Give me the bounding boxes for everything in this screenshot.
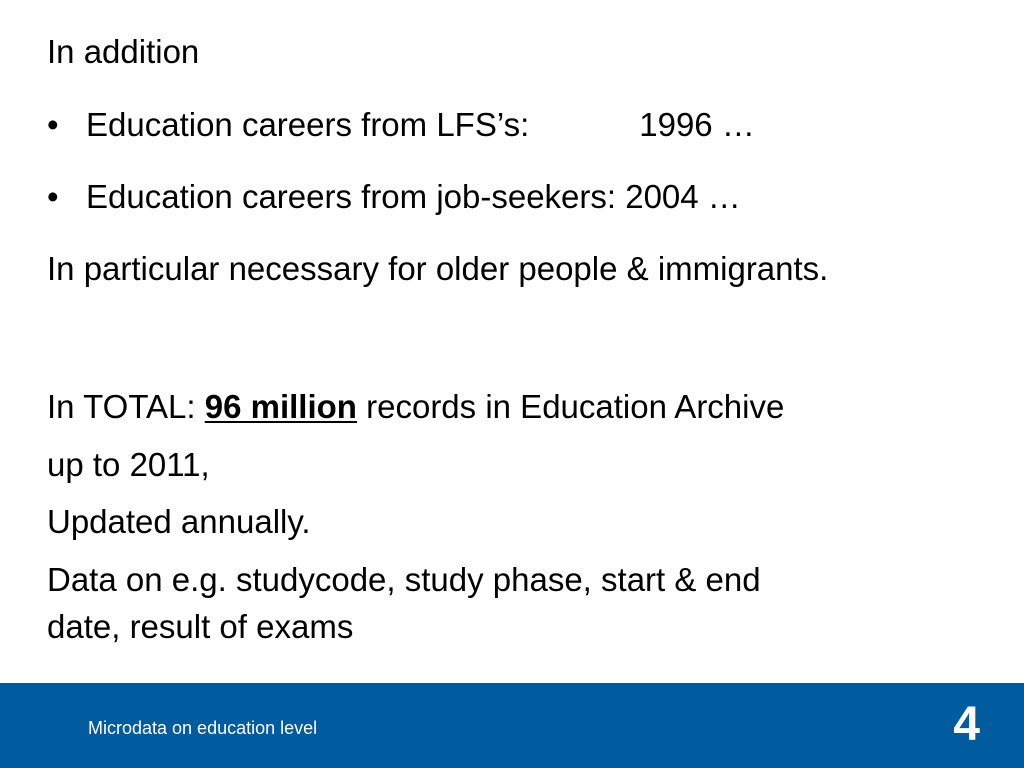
updated-line: Updated annually. (47, 503, 311, 540)
bullet-value-lfs: 1996 … (639, 106, 755, 143)
footer-bar (0, 683, 1024, 768)
bullet-marker: • (47, 106, 59, 143)
bullet-text-job-seekers: Education careers from job-seekers: 2004 … (86, 178, 741, 215)
particular-note: In particular necessary for older people & immigrants. (47, 250, 829, 287)
footer-title: Microdata on education level (88, 718, 318, 738)
total-suffix: records in Education Archive (356, 388, 785, 425)
bullet-item-job-seekers (47, 178, 741, 216)
data-line-2: date, result of exams (47, 608, 354, 645)
heading-addition: In addition (47, 33, 200, 70)
bullet-item-lfs (47, 106, 755, 144)
data-line-1: Data on e.g. studycode, study phase, start & end (47, 561, 761, 598)
total-prefix: In TOTAL: (47, 388, 205, 425)
total-highlight: 96 million (204, 388, 357, 425)
bullet-text-lfs: Education careers from LFS’s: (86, 106, 530, 143)
up-to-line: up to 2011, (47, 446, 210, 483)
total-line (47, 388, 784, 426)
slide-number: 4 (953, 698, 980, 751)
bullet-marker: • (47, 178, 59, 215)
